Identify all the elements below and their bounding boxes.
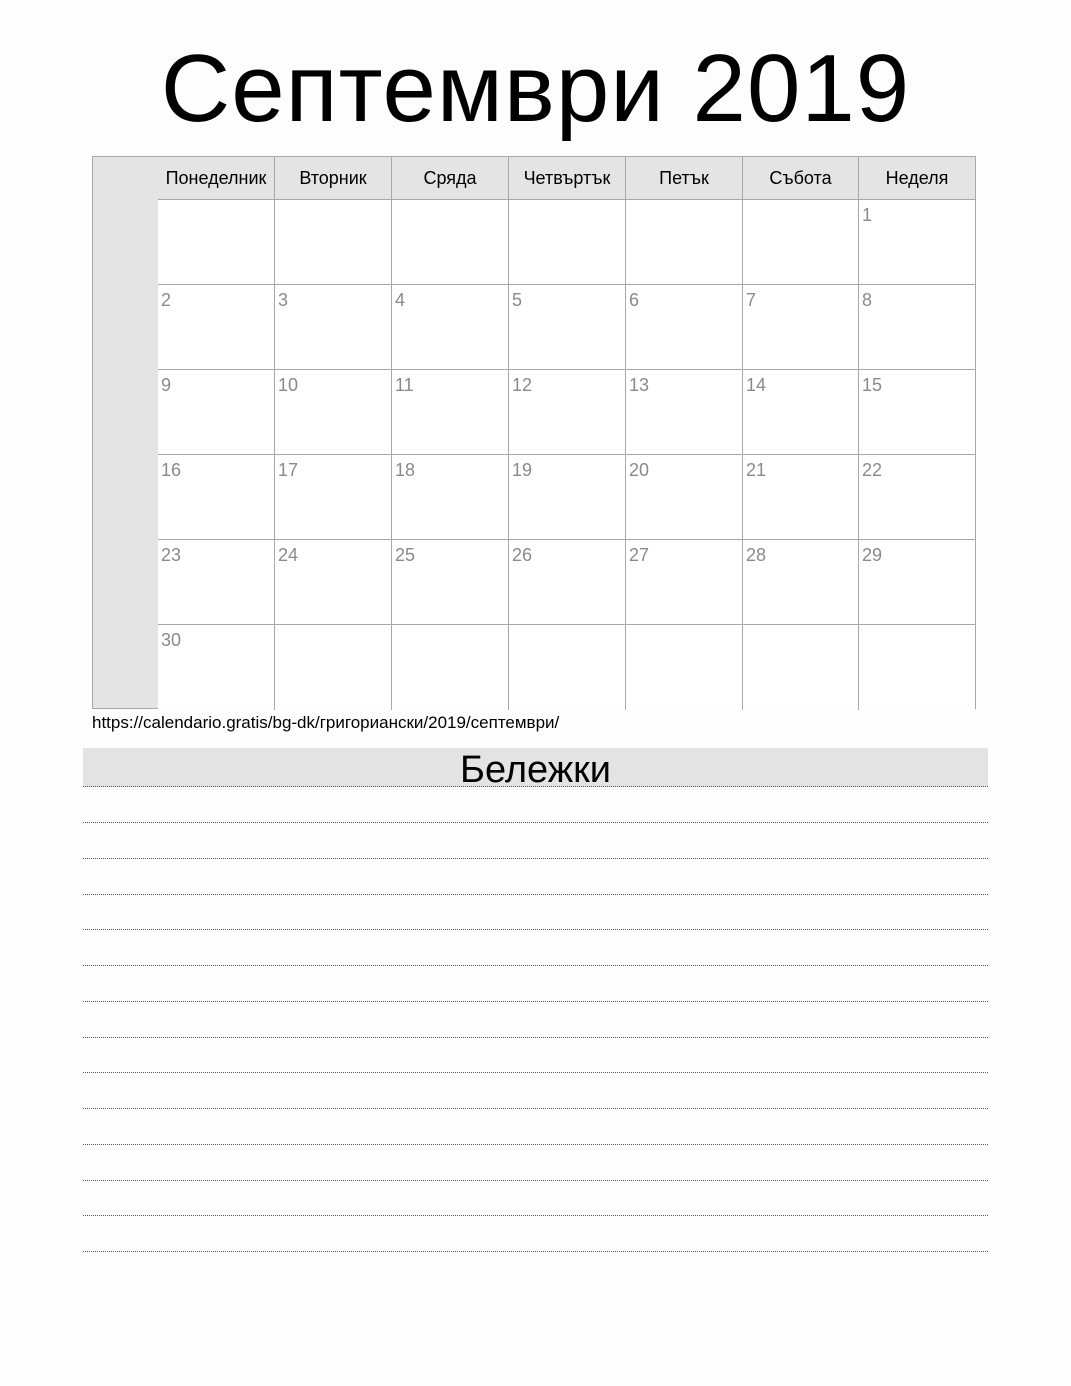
day-cell [626, 540, 743, 625]
weekday-header: Петък [626, 157, 743, 200]
day-cell [509, 625, 626, 710]
day-cell [626, 455, 743, 540]
day-cell [743, 455, 859, 540]
day-cell [392, 285, 509, 370]
day-cell [392, 455, 509, 540]
month-grid [92, 156, 976, 709]
day-number: 17 [278, 460, 299, 480]
weekday-header: Вторник [275, 157, 392, 200]
note-line [83, 822, 988, 823]
day-cell [859, 540, 975, 625]
day-cell [509, 285, 626, 370]
note-line [83, 1215, 988, 1216]
day-cell [158, 455, 275, 540]
day-number: 20 [629, 460, 650, 480]
day-number: 14 [746, 375, 767, 395]
day-cell [743, 625, 859, 710]
day-cell [158, 625, 275, 710]
day-cell [859, 455, 975, 540]
day-cell [743, 285, 859, 370]
day-number: 23 [161, 545, 182, 565]
day-number: 24 [278, 545, 299, 565]
day-cell [859, 200, 975, 285]
day-number: 21 [746, 460, 767, 480]
day-number: 29 [862, 545, 883, 565]
day-cell [859, 625, 975, 710]
note-line [83, 965, 988, 966]
day-number: 13 [629, 375, 650, 395]
day-number: 6 [629, 290, 640, 310]
day-cell [509, 200, 626, 285]
day-number: 28 [746, 545, 767, 565]
day-cell [859, 285, 975, 370]
source-url: https://calendario.gratis/bg-dk/григориански/2019/септември/ [92, 713, 560, 732]
day-cell [275, 625, 392, 710]
note-line [83, 1037, 988, 1038]
day-number: 8 [862, 290, 873, 310]
note-line [83, 1001, 988, 1002]
day-number: 26 [512, 545, 533, 565]
note-line [83, 858, 988, 859]
day-cell [158, 370, 275, 455]
day-cell [626, 625, 743, 710]
day-number: 10 [278, 375, 299, 395]
note-line [83, 1108, 988, 1109]
day-number: 18 [395, 460, 416, 480]
day-cell [743, 200, 859, 285]
notes-title: Бележки [83, 748, 988, 787]
day-cell [392, 625, 509, 710]
day-cell [509, 540, 626, 625]
day-cell [743, 370, 859, 455]
day-number: 3 [278, 290, 289, 310]
day-number: 22 [862, 460, 883, 480]
day-cell [743, 540, 859, 625]
day-cell [392, 540, 509, 625]
day-cell [509, 455, 626, 540]
day-cell [275, 455, 392, 540]
weekday-header: Събота [743, 157, 859, 200]
day-cell [392, 200, 509, 285]
day-cell [158, 540, 275, 625]
day-number: 1 [862, 205, 873, 225]
day-number: 27 [629, 545, 650, 565]
calendar-title: Септември 2019 [160, 35, 911, 142]
day-number: 15 [862, 375, 883, 395]
day-cell [158, 200, 275, 285]
day-number: 11 [395, 375, 414, 395]
day-number: 25 [395, 545, 416, 565]
day-cell [275, 285, 392, 370]
day-number: 9 [161, 375, 172, 395]
day-cell [275, 540, 392, 625]
weekday-header: Четвъртък [509, 157, 626, 200]
day-cell [275, 370, 392, 455]
day-number: 4 [395, 290, 406, 310]
weekday-header: Понеделник [158, 157, 275, 200]
note-line [83, 894, 988, 895]
week-number-column [93, 157, 159, 708]
day-cell [158, 285, 275, 370]
day-cell [275, 200, 392, 285]
day-number: 16 [161, 460, 182, 480]
note-line [83, 1144, 988, 1145]
day-number: 12 [512, 375, 533, 395]
day-cell [626, 370, 743, 455]
note-line [83, 1072, 988, 1073]
note-line [83, 929, 988, 930]
weekday-header: Сряда [392, 157, 509, 200]
day-cell [509, 370, 626, 455]
day-number: 5 [512, 290, 523, 310]
weekday-header: Неделя [859, 157, 975, 200]
day-number: 7 [746, 290, 757, 310]
day-cell [626, 285, 743, 370]
day-cell [626, 200, 743, 285]
day-number: 2 [161, 290, 172, 310]
note-line [83, 1251, 988, 1252]
day-number: 30 [161, 630, 182, 650]
note-line [83, 1180, 988, 1181]
day-number: 19 [512, 460, 533, 480]
day-cell [859, 370, 975, 455]
day-cell [392, 370, 509, 455]
